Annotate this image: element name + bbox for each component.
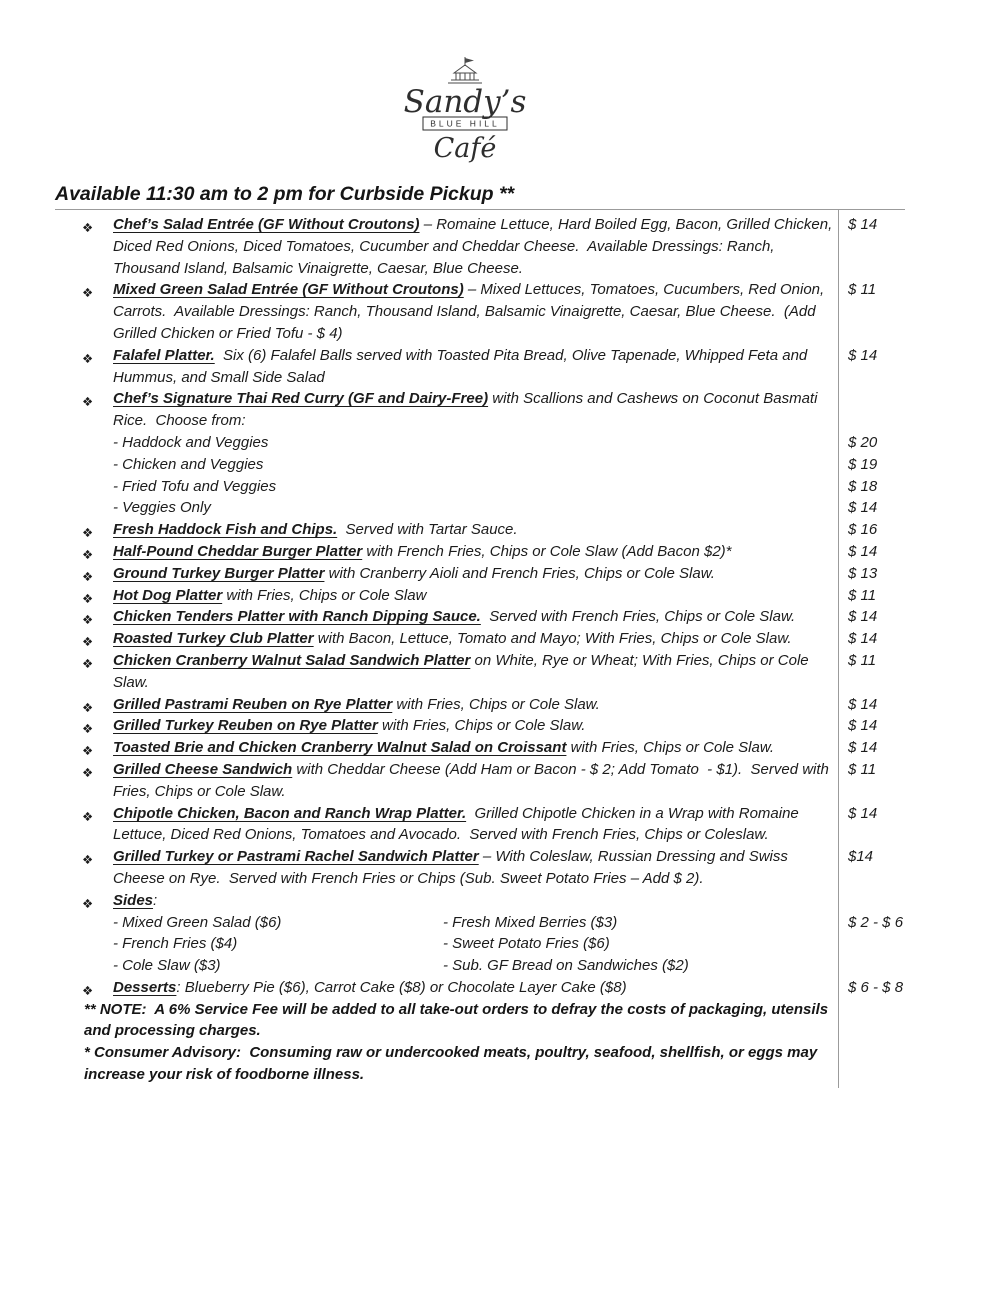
menu-item-price: $ 14 (848, 739, 878, 757)
menu-item-description: : Blueberry Pie ($6), Carrot Cake ($8) or Chocolate Layer Cake ($8) (176, 978, 627, 996)
menu-item-main (55, 388, 838, 432)
menu-item-description: with Cranberry Aioli and French Fries, Chips or Cole Slaw. (324, 564, 715, 582)
menu-item-row (55, 803, 905, 847)
menu-item-main (55, 759, 838, 803)
sides-price (838, 955, 905, 977)
diamond-bullet-icon: ❖ (82, 568, 94, 584)
menu-item-description: with Cheddar Cheese (Add Ham or Bacon - $ 2; Add Tomato - $1). Served with Fries, Chips or Cole Slaw. (113, 760, 834, 800)
menu-item-main (55, 650, 838, 694)
menu-item-description: on White, Rye or Wheat; With Fries, Chips or Cole Slaw. (113, 651, 813, 691)
menu-item-name: Sides (113, 891, 154, 909)
menu-item-price: $ 11 (848, 651, 877, 669)
menu-item-text (113, 737, 838, 759)
side-option-right: - Sweet Potato Fries ($6) (443, 935, 610, 953)
menu-item-price: $14 (848, 848, 874, 866)
menu-item-main (55, 279, 838, 344)
menu-subitem-row (55, 432, 905, 454)
side-option-left: - French Fries ($4) (113, 935, 238, 953)
menu-item-row (55, 345, 905, 389)
menu-item-text (113, 606, 838, 628)
menu-section (55, 209, 905, 1088)
menu-item-description: Grilled Chipotle Chicken in a Wrap with Romaine Lettuce, Diced Red Onions, Tomatoes and Avocado. Served with French Fries, Chips or Coleslaw. (113, 804, 803, 844)
menu-item-name: Grilled Turkey Reuben on Rye Platter (113, 717, 378, 735)
diamond-bullet-icon: ❖ (82, 655, 94, 671)
menu-item-description: with Fries, Chips or Cole Slaw (222, 586, 427, 604)
footer-notes (55, 999, 838, 1086)
menu-item-main (55, 606, 838, 628)
menu-item-price: $ 14 (848, 542, 878, 560)
menu-item-name: Chicken Cranberry Walnut Salad Sandwich Platter (113, 651, 471, 669)
menu-item-description: – With Coleslaw, Russian Dressing and Swiss Cheese on Rye. Served with French Fries or Chips (Sub. Sweet Potato Fries – Add $ 2). (113, 848, 793, 887)
side-option-left: - Cole Slaw ($3) (113, 957, 221, 975)
logo-name-text: Sandy’s (403, 84, 527, 120)
menu-item-main (55, 694, 838, 716)
menu-item-description: : (153, 891, 158, 909)
sides-price (838, 933, 905, 955)
menu-item-row (55, 650, 905, 694)
menu-item-text (113, 628, 838, 650)
menu-item-main (55, 737, 838, 759)
menu-item-price: $ 14 (848, 630, 878, 648)
diamond-bullet-icon: ❖ (82, 612, 94, 628)
menu-subitem-text: - Haddock and Veggies (113, 433, 269, 451)
menu-item-price: $ 11 (848, 281, 877, 299)
diamond-bullet-icon: ❖ (82, 982, 94, 998)
menu-item-row (55, 846, 905, 890)
diamond-bullet-icon: ❖ (82, 808, 94, 824)
menu-item-name: Chef’s Salad Entrée (GF Without Croutons) (113, 216, 420, 233)
side-option-right: - Sub. GF Bread on Sandwiches ($2) (443, 957, 689, 975)
menu-item-main (55, 585, 838, 607)
menu-subitem-price: $ 18 (848, 477, 878, 495)
menu-item-description: with Fries, Chips or Cole Slaw. (392, 695, 600, 713)
note-text: ** NOTE: A 6% Service Fee will be added to all take-out orders to defray the costs of packaging, utensils and processing charges. (84, 1000, 833, 1040)
menu-subitem-main (55, 476, 838, 498)
menu-item-price: $ 13 (848, 564, 878, 582)
menu-item-row (55, 759, 905, 803)
sides-price: $ 2 - $ 6 (848, 913, 904, 931)
note-text: * Consumer Advisory: Consuming raw or undercooked meats, poultry, seafood, shellfish, or eggs may increase your risk of foodborne illness. (84, 1044, 822, 1084)
menu-item-text (113, 214, 838, 279)
menu-item-main (55, 563, 838, 585)
menu-item-name: Chicken Tenders Platter with Ranch Dipping Sauce. (113, 608, 481, 626)
menu-item-text (113, 890, 838, 912)
menu-item-row (55, 606, 905, 628)
menu-list (55, 214, 905, 999)
diamond-bullet-icon: ❖ (82, 350, 94, 366)
menu-item-price: $ 14 (848, 695, 878, 713)
menu-item-row (55, 541, 905, 563)
menu-item-text (113, 519, 838, 541)
menu-subitem-main (55, 454, 838, 476)
menu-item-price: $ 14 (848, 717, 878, 735)
diamond-bullet-icon: ❖ (82, 743, 94, 759)
diamond-bullet-icon: ❖ (82, 699, 94, 715)
diamond-bullet-icon: ❖ (82, 394, 94, 410)
menu-item-row (55, 279, 905, 344)
menu-item-name: Hot Dog Platter (113, 586, 223, 604)
page-title: Available 11:30 am to 2 pm for Curbside Pickup ** (55, 183, 515, 205)
menu-item-name: Chef’s Signature Thai Red Curry (GF and Dairy-Free) (113, 390, 489, 408)
menu-item-price: $ 6 - $ 8 (848, 978, 904, 996)
menu-item-name: Mixed Green Salad Entrée (GF Without Croutons) (113, 281, 464, 299)
menu-item-main (55, 803, 838, 847)
menu-item-price: $ 14 (848, 346, 878, 364)
menu-subitem-main (55, 432, 838, 454)
menu-item-main (55, 519, 838, 541)
menu-item-description: Served with Tartar Sauce. (337, 521, 518, 539)
menu-item-text (113, 585, 838, 607)
diamond-bullet-icon: ❖ (82, 852, 94, 868)
cupola-icon (448, 57, 482, 83)
menu-item-main (55, 846, 838, 890)
sides-row-main (55, 912, 838, 934)
menu-item-price: $ 16 (848, 521, 878, 539)
diamond-bullet-icon: ❖ (82, 895, 94, 911)
menu-item-main (55, 977, 838, 999)
price-column-divider (838, 210, 839, 1088)
menu-item-text (113, 650, 838, 694)
diamond-bullet-icon: ❖ (82, 590, 94, 606)
menu-item-row (55, 563, 905, 585)
menu-item-description: with French Fries, Chips or Cole Slaw (Add Bacon $2)* (362, 542, 732, 560)
menu-item-name: Falafel Platter. (113, 346, 215, 364)
sides-row (55, 912, 905, 934)
menu-item-price: $ 14 (848, 608, 878, 626)
menu-item-price: $ 11 (848, 586, 877, 604)
side-option-right: - Fresh Mixed Berries ($3) (443, 913, 618, 931)
menu-item-text (113, 846, 838, 890)
menu-item-name: Grilled Pastrami Reuben on Rye Platter (113, 695, 393, 713)
menu-item-row (55, 715, 905, 737)
menu-item-main (55, 715, 838, 737)
logo-graphic (380, 56, 550, 168)
menu-item-main (55, 890, 838, 912)
side-option-left: - Mixed Green Salad ($6) (113, 913, 282, 931)
menu-item-description: Six (6) Falafel Balls served with Toasted Pita Bread, Olive Tapenade, Whipped Feta and Hummus, and Small Side Salad (113, 346, 812, 386)
menu-item-text (113, 345, 838, 389)
menu-item-price (838, 388, 905, 432)
diamond-bullet-icon: ❖ (82, 546, 94, 562)
menu-item-description: with Bacon, Lettuce, Tomato and Mayo; With Fries, Chips or Cole Slaw. (313, 630, 792, 648)
menu-item-text (113, 759, 838, 803)
menu-subitem-text: - Veggies Only (113, 499, 211, 517)
diamond-bullet-icon: ❖ (82, 525, 94, 541)
menu-item-row (55, 214, 905, 279)
menu-item-text (113, 279, 838, 344)
menu-subitem-row (55, 497, 905, 519)
menu-subitem-price: $ 20 (848, 433, 878, 451)
menu-item-row (55, 388, 905, 432)
menu-item-row (55, 890, 905, 912)
menu-item-description: Served with French Fries, Chips or Cole Slaw. (480, 608, 796, 626)
menu-item-text (113, 694, 838, 716)
menu-item-name: Desserts (113, 978, 177, 996)
sides-row-main (55, 955, 838, 977)
logo-cafe-text: Café (433, 133, 497, 164)
menu-item-name: Chipotle Chicken, Bacon and Ranch Wrap Platter. (113, 804, 467, 822)
menu-item-main (55, 541, 838, 563)
menu-subitem-row (55, 476, 905, 498)
menu-item-text (113, 715, 838, 737)
menu-item-text (113, 541, 838, 563)
menu-item-price (838, 890, 905, 912)
menu-item-row (55, 694, 905, 716)
menu-item-price: $ 11 (848, 760, 877, 778)
menu-item-name: Grilled Cheese Sandwich (113, 760, 293, 778)
menu-item-main (55, 628, 838, 650)
menu-item-description: with Scallions and Cashews on Coconut Basmati Rice. Choose from: (113, 390, 822, 430)
menu-item-name: Fresh Haddock Fish and Chips. (113, 521, 338, 539)
menu-item-price: $ 14 (848, 804, 878, 822)
menu-subitem-text: - Fried Tofu and Veggies (113, 477, 277, 495)
menu-item-description: with Fries, Chips or Cole Slaw. (377, 717, 586, 735)
menu-item-text (113, 803, 838, 847)
restaurant-logo (0, 0, 930, 173)
menu-item-row (55, 977, 905, 999)
sides-row (55, 933, 905, 955)
diamond-bullet-icon: ❖ (82, 721, 94, 737)
menu-item-main (55, 214, 838, 279)
menu-item-row (55, 519, 905, 541)
sides-row-main (55, 933, 838, 955)
sides-row (55, 955, 905, 977)
menu-item-main (55, 345, 838, 389)
menu-item-text (113, 563, 838, 585)
menu-item-name: Roasted Turkey Club Platter (113, 630, 314, 648)
diamond-bullet-icon: ❖ (82, 220, 94, 235)
menu-subitem-main (55, 497, 838, 519)
menu-subitem-price: $ 19 (848, 455, 878, 473)
menu-item-price: $ 14 (848, 216, 878, 233)
menu-item-text (113, 388, 838, 432)
menu-item-name: Grilled Turkey or Pastrami Rachel Sandwich Platter (113, 848, 479, 866)
diamond-bullet-icon: ❖ (82, 285, 94, 301)
menu-item-description: – Mixed Lettuces, Tomatoes, Cucumbers, Red Onion, Carrots. Available Dressings: Ranch, Thousand Island, Balsamic Vinaigrette, Caesar, Blue Cheese. (Add Grilled Chicken or Fried Tofu - $ 4) (113, 281, 829, 342)
diamond-bullet-icon: ❖ (82, 634, 94, 650)
menu-item-row (55, 737, 905, 759)
diamond-bullet-icon: ❖ (82, 764, 94, 780)
logo-location-text: BLUE HILL (430, 118, 500, 129)
menu-subitem-price: $ 14 (848, 499, 878, 517)
menu-subitem-row (55, 454, 905, 476)
menu-item-description: with Fries, Chips or Cole Slaw. (566, 739, 775, 757)
menu-item-name: Ground Turkey Burger Platter (113, 564, 325, 582)
menu-item-row (55, 628, 905, 650)
menu-item-name: Toasted Brie and Chicken Cranberry Walnut Salad on Croissant (113, 739, 567, 757)
menu-item-name: Half-Pound Cheddar Burger Platter (113, 542, 363, 560)
menu-item-row (55, 585, 905, 607)
menu-item-text (113, 977, 838, 999)
menu-subitem-text: - Chicken and Veggies (113, 455, 264, 473)
menu-item-description: – Romaine Lettuce, Hard Boiled Egg, Bacon, Grilled Chicken, Diced Red Onions, Diced Tomatoes, Cucumber and Cheddar Cheese. Available Dressings: Ranch, Thousand Island, Balsamic Vinaigrette, Caesar, Blue Cheese. (113, 216, 837, 277)
